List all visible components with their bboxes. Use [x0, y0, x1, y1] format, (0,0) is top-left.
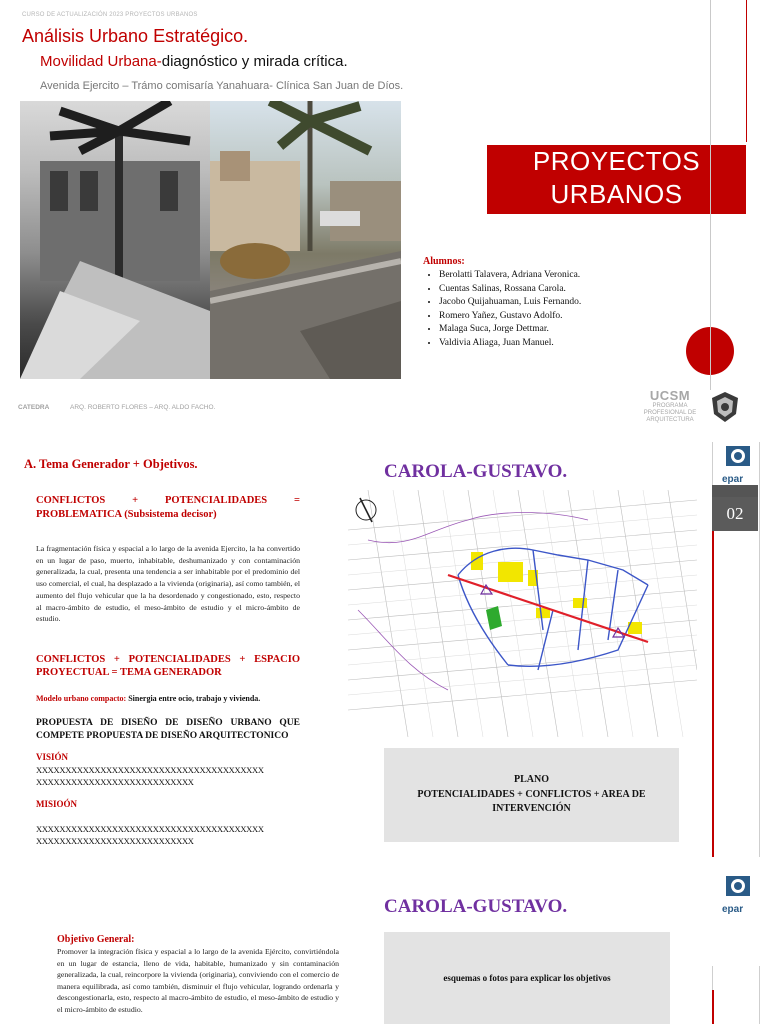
current-photo — [210, 101, 401, 379]
school-logo-text: epar — [722, 904, 744, 915]
box-line-2: URBANOS — [550, 179, 683, 209]
side-strip-red-line — [712, 530, 714, 857]
design-proposal-heading: PROPUESTA DE DISEÑO DE DISEÑO URBANO QUE COMPETE PROPUESTA DE DISEÑO ARQUITECTONICO — [36, 718, 300, 741]
plan-caption: PLANO POTENCIALIDADES + CONFLICTOS + AREA DE INTERVENCIÓN — [417, 774, 646, 815]
mission-placeholder — [36, 823, 264, 847]
divider-line — [710, 0, 711, 390]
historic-photo — [20, 101, 210, 379]
team-name: CAROLA-GUSTAVO. — [384, 461, 568, 482]
problem-paragraph: La fragmentación física y espacial a lo largo de la avenida Ejercito, la ha convertido en un lugar de paso, muerto, inhabitable, deshumanizado y con contaminación generalizada, la cual, presenta una tendencia a ser inhabitable por el predominio del uso comercial, el cual, ha desplazado a la vivienda (originaria), así como también, el aumento del flujo vehicular que la ha desordenado y congestionado, esto, respecto al macro-ámbito de estudio, el meso-ámbito de estudio y el micro-ámbito de estudio. — [36, 544, 300, 624]
divider-line-red — [746, 0, 747, 142]
student-item: • Jacobo Quijahuaman, Luis Fernando. — [439, 296, 581, 310]
school-logo — [722, 874, 754, 914]
ucsm-program-line: PROGRAMA — [652, 403, 688, 409]
placeholder-line: XXXXXXXXXXXXXXXXXXXXXXXXXXX — [36, 777, 194, 787]
side-strip — [712, 966, 760, 1024]
street-photo-collage — [20, 101, 401, 379]
intervention-map — [348, 490, 697, 737]
placeholder-line: XXXXXXXXXXXXXXXXXXXXXXXXXXXXXXXXXXXXXXX — [36, 824, 264, 834]
section-heading: A. Tema Generador + Objetivos. — [24, 457, 198, 471]
ucsm-name: UCSM — [649, 388, 691, 403]
student-item: • Romero Yañez, Gustavo Adolfo. — [439, 310, 581, 324]
course-header: CURSO DE ACTUALIZACIÓN 2023 PROYECTOS URBANOS — [22, 12, 198, 18]
side-tag — [712, 485, 758, 497]
page-number: 02 — [712, 497, 758, 531]
subtitle-black-part: diagnóstico y mirada crítica. — [161, 53, 348, 70]
subtitle-red-part: Movilidad Urbana- — [40, 53, 162, 70]
students-list — [423, 256, 581, 350]
student-item: • Berolatti Talavera, Adriana Veronica. — [439, 269, 581, 283]
catedra-professors: ARQ. ROBERTO FLORES – ARQ. ALDO FACHO. — [70, 404, 216, 411]
vision-label: VISIÓN — [36, 752, 69, 762]
plan-caption-panel — [384, 748, 679, 842]
box-line-1: PROYECTOS — [532, 146, 701, 176]
ucsm-program-line: PROFESIONAL DE — [643, 410, 697, 416]
urban-model-line — [36, 694, 260, 703]
school-logo-icon — [722, 444, 754, 470]
projects-title-box — [487, 145, 746, 214]
schemes-placeholder: esquemas o fotos para explicar los objetivos — [384, 932, 670, 1024]
ucsm-logo — [640, 388, 700, 424]
urban-model-label: Modelo urbano compacto: — [36, 694, 127, 703]
route-description: Avenida Ejercito – Trámo comisaría Yanahuara- Clínica San Juan de Díos. — [40, 80, 404, 92]
vision-placeholder — [36, 764, 264, 788]
student-item: • Malaga Suca, Jorge Dettmar. — [439, 323, 581, 337]
students-label: Alumnos: — [423, 256, 465, 267]
generator-equation: CONFLICTOS + POTENCIALIDADES + ESPACIO PROYECTUAL = TEMA GENERADOR — [36, 654, 300, 678]
side-strip-red-line — [712, 990, 714, 1024]
urban-model-value: Sinergia entre ocio, trabajo y vivienda. — [126, 694, 261, 703]
conflicts-equation: CONFLICTOS + POTENCIALIDADES = — [36, 495, 300, 506]
student-item: • Cuentas Salinas, Rossana Carola. — [439, 283, 581, 297]
placeholder-line: XXXXXXXXXXXXXXXXXXXXXXXXXXX — [36, 836, 194, 846]
page-subtitle — [40, 53, 348, 70]
school-logo-icon — [722, 874, 754, 900]
student-item: • Valdivia Aliaga, Juan Manuel. — [439, 337, 581, 351]
team-name: CAROLA-GUSTAVO. — [384, 896, 568, 917]
ucsm-program-line: ARQUITECTURA — [646, 417, 694, 423]
university-crest-icon — [708, 390, 742, 424]
general-objective-label: Objetivo General: — [57, 934, 135, 945]
placeholder-line: XXXXXXXXXXXXXXXXXXXXXXXXXXXXXXXXXXXXXXX — [36, 765, 264, 775]
problematica-label: PROBLEMATICA (Subsistema decisor) — [36, 509, 217, 520]
school-logo-text: epar — [722, 474, 744, 485]
general-objective-text: Promover la integración física y espacial a lo largo de la avenida Ejército, convirtiéndola en un lugar de estancia, lleno de vida, habitable, humanizado y sin contaminación generalizada, la cual, reincorpore la vivienda (originaria), conviviendo con el comercio de manera equilibrada, así como también, disminuir el flujo vehicular, logrando ordenarla y descongestionarla, esto, respecto al macro-ámbito de estudio, el meso-ámbito de estudio y el micro-ámbito de estudio. — [57, 947, 339, 1014]
school-logo — [722, 444, 754, 484]
catedra-label: CATEDRA — [18, 404, 50, 411]
mission-label: MISIOÓN — [36, 799, 78, 809]
page-title: Análisis Urbano Estratégico. — [22, 26, 249, 46]
